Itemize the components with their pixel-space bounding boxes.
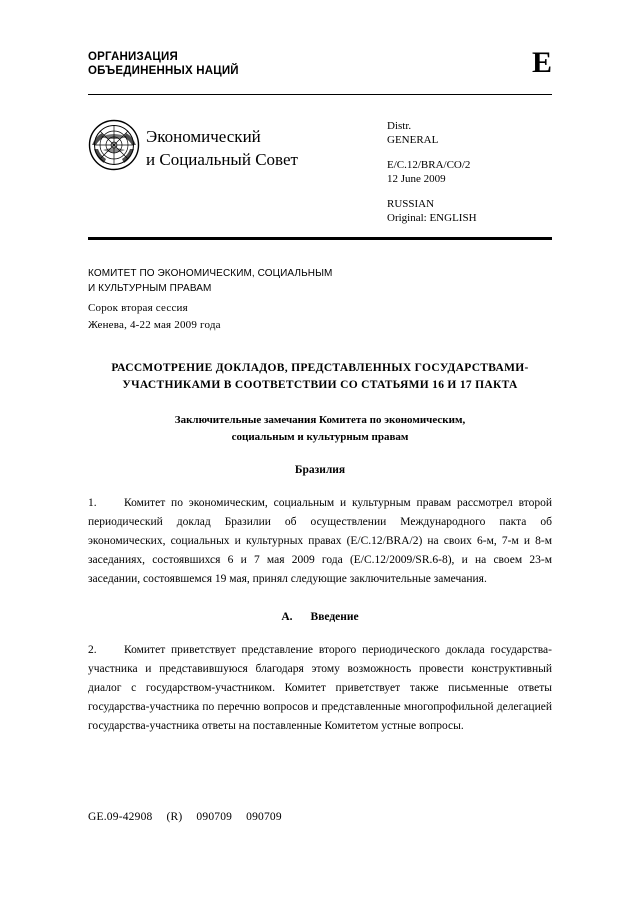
document-subheading-line1: Заключительные замечания Комитета по экономическим, [174,414,466,426]
committee-name-line1: КОМИТЕТ ПО ЭКОНОМИЧЕСКИМ, СОЦИАЛЬНЫМ [88,268,333,279]
committee-block [88,266,552,334]
body-title-line2-word2: Совет [250,150,298,169]
footer-code-2: 090709 [246,811,282,823]
title-block [88,113,552,225]
country-heading: Бразилия [294,464,346,476]
paragraph-2-number: 2. [88,644,97,656]
organization-name-line1: ОРГАНИЗАЦИЯ [88,51,178,63]
paragraph-1-number: 1. [88,497,97,509]
footer [88,811,282,823]
document-language: RUSSIAN [387,198,435,210]
paragraph-1-text: Комитет по экономическим, социальным и культурным правам рассмотрел второй периодический доклад Бразилии об осуществлении Международного пакта об экономических, социальных и культурных правах (E/C.12/BRA/2) на своих 6-м, 7-м и 8-м заседаниях, состоявшихся 6 и 7 мая 2009 года (E/C.12/2009/SR.6-8), и на своем 23-м заседании, состоявшемся 19 мая, принял следующие заключительные замечания. [88,497,552,585]
document-symbol-letter: E [531,46,552,79]
section-a-letter: А. [281,611,293,623]
document-subheading-line2: социальным и культурным правам [231,431,409,443]
footer-language-code: (R) [166,811,183,823]
document-date: 12 June 2009 [387,173,446,185]
distr-gap-1 [387,147,552,158]
body-title-line2-word1: Социальный [159,150,251,169]
paragraph-2-text: Комитет приветствует представление второго периодического доклада государства-участника и представившуюся благодаря этому возможность провести конструктивный диалог с государством-участником. Комитет приветствует также письменные ответы государства-участника по перечню вопросов и представленные многопрофильной делегацией государства-участника ответы на поставленные Комитетом устные вопросы. [88,644,552,732]
body-title-line2-conjunction: и [146,150,160,169]
committee-place-dates: Женева, 4-22 мая 2009 года [88,319,221,331]
footer-code-1: 090709 [196,811,233,823]
organization-name-line2: ОБЪЕДИНЕННЫХ НАЦИЙ [88,65,239,77]
document-symbol: E/C.12/BRA/CO/2 [387,159,471,171]
body-title-line1: Экономический [146,127,261,146]
body-title [142,113,387,171]
committee-session: Сорок вторая сессия [88,302,188,314]
distr-gap-2 [387,186,552,197]
paragraph-2 [88,641,552,736]
distribution-block [387,113,552,225]
divider-thin-top [88,94,552,95]
distr-value: GENERAL [387,134,439,146]
paragraph-1 [88,494,552,589]
footer-job-number: GE.09-42908 [88,811,153,823]
body-title-line2 [146,148,387,171]
document-heading-line1: РАССМОТРЕНИЕ ДОКЛАДОВ, ПРЕДСТАВЛЕННЫХ ГОСУДАРСТВАМИ- [111,362,529,374]
document-heading-line2: УЧАСТНИКАМИ В СООТВЕТСТВИИ СО СТАТЬЯМИ 16 И 17 ПАКТА [122,379,518,391]
document-heading [88,360,552,394]
document-original-language: Original: ENGLISH [387,212,477,224]
un-emblem-icon [88,113,142,171]
committee-name-line2: И КУЛЬТУРНЫМ ПРАВАМ [88,283,212,294]
distr-label: Distr. [387,120,412,132]
masthead [88,44,552,78]
section-a-title: Введение [310,611,359,623]
divider-thick [88,237,552,240]
section-a-heading [88,611,552,623]
document-subheading [88,412,552,446]
organization-name [88,44,239,78]
